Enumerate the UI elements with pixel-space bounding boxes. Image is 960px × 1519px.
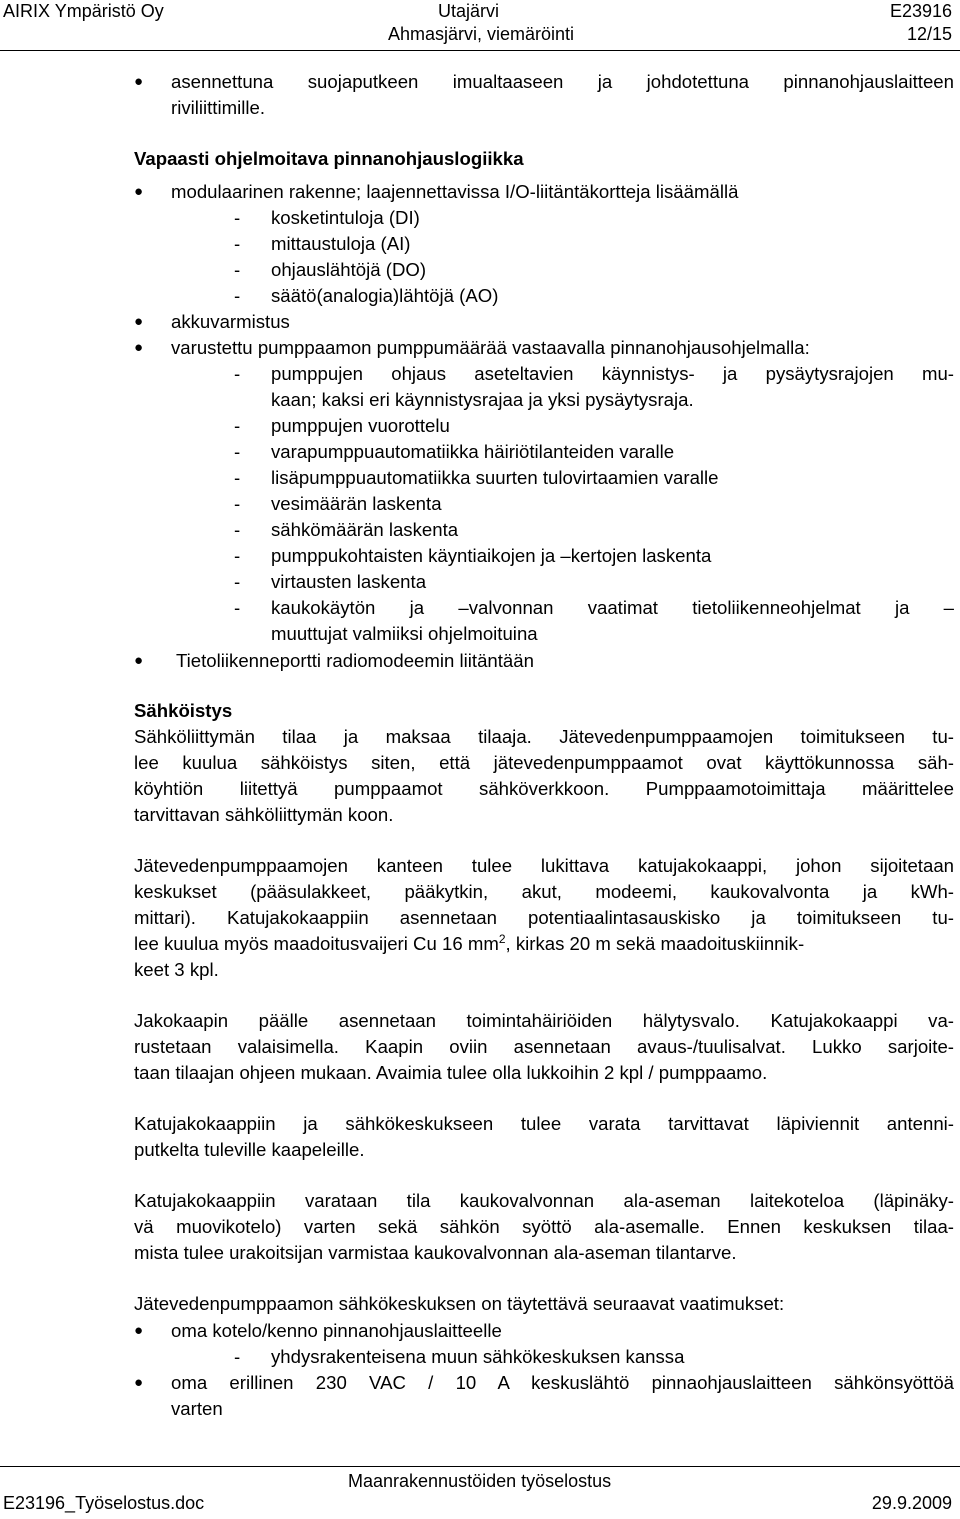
dash-marker: - xyxy=(234,545,241,566)
paragraph-line: mista tulee urakoitsijan varmistaa kaukovalvonnan ala-aseman tilantarve. xyxy=(134,1242,737,1263)
superscript: 2 xyxy=(498,932,506,946)
bullet-icon: ● xyxy=(134,652,144,669)
paragraph-line: lee kuulua sähköistys siten, että jätevedenpumppaamot ovat käyttökunnossa säh- xyxy=(134,752,954,773)
dash-marker: - xyxy=(234,363,241,384)
paragraph-line: köyhtiön liitettyä pumppaamot sähköverkkoon. Pumppaamotoimittaja määrittelee xyxy=(134,778,954,799)
paragraph-text xyxy=(134,931,804,957)
list-item-text: varten xyxy=(171,1398,223,1419)
list-item-text: oma erillinen 230 VAC / 10 A keskuslähtö pinnaohjauslaitteen sähkönsyöttöä xyxy=(171,1372,954,1393)
header-document-code: E23916 xyxy=(889,1,952,21)
dash-marker: - xyxy=(234,1346,241,1367)
section-heading: Sähköistys xyxy=(134,700,233,721)
footer-date: 29.9.2009 xyxy=(871,1493,952,1513)
bullet-icon: ● xyxy=(134,1322,144,1339)
sub-list-item-text: vesimäärän laskenta xyxy=(271,493,442,514)
header-page-number: 12/15 xyxy=(906,24,952,44)
sub-list-item-text: kaukokäytön ja –valvonnan vaatimat tietoliikenneohjelmat ja – xyxy=(271,597,954,618)
sub-list-item-text: yhdysrakenteisena muun sähkökeskuksen kanssa xyxy=(271,1346,685,1367)
dash-marker: - xyxy=(234,597,241,618)
paragraph-line: taan tilaajan ohjeen mukaan. Avaimia tulee olla lukkoihin 2 kpl / pumppaamo. xyxy=(134,1062,768,1083)
sub-list-item-text: kosketintuloja (DI) xyxy=(271,207,420,228)
list-item-text: Tietoliikenneportti radiomodeemin liitäntään xyxy=(176,650,534,671)
list-item-text: riviliittimille. xyxy=(171,97,265,118)
paragraph-line: keet 3 kpl. xyxy=(134,959,219,980)
list-item-text: modulaarinen rakenne; laajennettavissa I/O-liitäntäkortteja lisäämällä xyxy=(171,181,739,202)
dash-marker: - xyxy=(234,233,241,254)
dash-marker: - xyxy=(234,493,241,514)
sub-list-item-text: muuttujat valmiiksi ohjelmoituina xyxy=(271,623,538,644)
sub-list-item-text: ohjauslähtöjä (DO) xyxy=(271,259,427,280)
list-item-text: asennettuna suojaputkeen imualtaaseen ja johdotettuna pinnanohjauslaitteen xyxy=(171,71,954,92)
paragraph-line: Katujakokaappiin varataan tila kaukovalvonnan ala-aseman laitekoteloa (läpinäky- xyxy=(134,1190,954,1211)
header-project: Ahmasjärvi, viemäröinti xyxy=(388,24,575,44)
sub-list-item-text: virtausten laskenta xyxy=(271,571,427,592)
paragraph-line xyxy=(134,931,954,957)
dash-marker: - xyxy=(234,259,241,280)
sub-list-item-text: pumppujen vuorottelu xyxy=(271,415,450,436)
dash-marker: - xyxy=(234,207,241,228)
bullet-icon: ● xyxy=(134,183,144,200)
sub-list-item-text: mittaustuloja (AI) xyxy=(271,233,411,254)
sub-list-item-text: varapumppuautomatiikka häiriötilanteiden varalle xyxy=(271,441,675,462)
list-item-text: oma kotelo/kenno pinnanohjauslaitteelle xyxy=(171,1320,502,1341)
bullet-icon: ● xyxy=(134,313,144,330)
sub-list-item-text: sähkömäärän laskenta xyxy=(271,519,459,540)
sub-list-item-text: pumppukohtaisten käyntiaikojen ja –kertojen laskenta xyxy=(271,545,712,566)
dash-marker: - xyxy=(234,571,241,592)
paragraph-line: Jätevedenpumppaamojen kanteen tulee lukittava katujakokaappi, johon sijoitetaan xyxy=(134,855,954,876)
dash-marker: - xyxy=(234,415,241,436)
paragraph-text-part: , kirkas 20 m sekä maadoituskiinnik- xyxy=(505,933,805,954)
header-company: AIRIX Ympäristö Oy xyxy=(3,1,164,21)
bullet-icon: ● xyxy=(134,339,144,356)
bullet-icon: ● xyxy=(134,73,144,90)
dash-marker: - xyxy=(234,441,241,462)
dash-marker: - xyxy=(234,285,241,306)
paragraph-line: mittari). Katujakokaappiin asennetaan potentiaalintasauskisko ja toimitukseen tu- xyxy=(134,907,954,928)
dash-marker: - xyxy=(234,467,241,488)
page-header xyxy=(0,0,960,51)
list-item-text: akkuvarmistus xyxy=(171,311,290,332)
paragraph-line: keskukset (pääsulakkeet, pääkytkin, akut, modeemi, kaukovalvonta ja kWh- xyxy=(134,881,954,902)
footer-title: Maanrakennustöiden työselostus xyxy=(348,1471,612,1491)
sub-list-item-text: lisäpumppuautomatiikka suurten tulovirtaamien varalle xyxy=(271,467,719,488)
paragraph-line: Sähköliittymän tilaa ja maksaa tilaaja. Jätevedenpumppaamojen toimitukseen tu- xyxy=(134,726,954,747)
dash-marker: - xyxy=(234,519,241,540)
section-heading: Vapaasti ohjelmoitava pinnanohjauslogiikka xyxy=(134,148,524,169)
bullet-icon: ● xyxy=(134,1374,144,1391)
footer-filename: E23196_Työselostus.doc xyxy=(3,1493,205,1513)
paragraph-text-part: lee kuulua myös maadoitusvaijeri Cu 16 mm xyxy=(134,933,499,954)
paragraph-line: vä muovikotelo) varten sekä sähkön syöttö ala-asemalle. Ennen keskuksen tilaa- xyxy=(134,1216,954,1237)
sub-list-item-text: säätö(analogia)lähtöjä (AO) xyxy=(271,285,499,306)
paragraph-line: putkelta tuleville kaapeleille. xyxy=(134,1139,365,1160)
paragraph-line: Katujakokaappiin ja sähkökeskukseen tulee varata tarvittavat läpiviennit antenni- xyxy=(134,1113,954,1134)
header-location: Utajärvi xyxy=(438,1,500,21)
list-item-text: varustettu pumppaamon pumppumäärää vastaavalla pinnanohjausohjelmalla: xyxy=(171,337,810,358)
paragraph-line: Jätevedenpumppaamon sähkökeskuksen on täytettävä seuraavat vaatimukset: xyxy=(134,1293,785,1314)
sub-list-item-text: pumppujen ohjaus aseteltavien käynnistys- ja pysäytysrajojen mu- xyxy=(271,363,954,384)
paragraph-line: tarvittavan sähköliittymän koon. xyxy=(134,804,394,825)
sub-list-item-text: kaan; kaksi eri käynnistysrajaa ja yksi pysäytysraja. xyxy=(271,389,694,410)
page-footer xyxy=(0,1466,960,1519)
paragraph-line: rustetaan valaisimella. Kaapin oviin asennetaan avaus-/tuulisalvat. Lukko sarjoite- xyxy=(134,1036,954,1057)
paragraph-line: Jakokaapin päälle asennetaan toimintahäiriöiden hälytysvalo. Katujakokaappi va- xyxy=(134,1010,954,1031)
